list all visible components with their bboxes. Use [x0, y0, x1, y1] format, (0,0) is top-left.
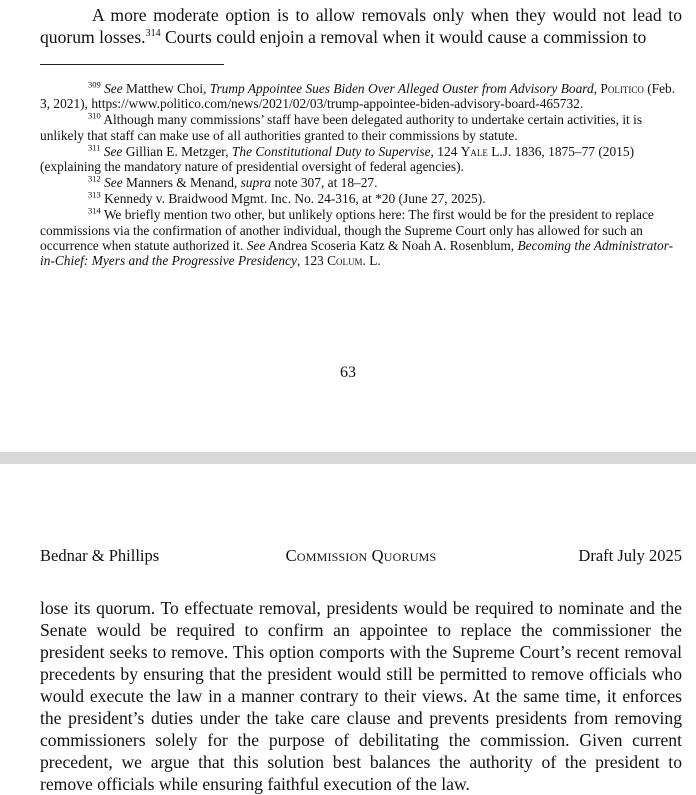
footnote-text: Kennedy v. Braidwood Mgmt. Inc. No. 24-316, at *20 (June 27, 2025). — [104, 191, 486, 207]
footnote-separator — [40, 64, 224, 65]
footnote-number: 314 — [88, 205, 101, 216]
footnote-text: , — [593, 81, 601, 96]
footnote-reference[interactable]: 314 — [145, 28, 161, 40]
running-header — [40, 546, 682, 568]
footnote-text: (Feb. 3, 2021), https://www.politico.com/news/2021/02/03/trump-appointee-biden-advisory-board-465732. — [40, 81, 676, 112]
header-authors: Bednar & Phillips — [40, 546, 160, 565]
page-64 — [0, 464, 696, 794]
footnote-text: Gillian E. Metzger, — [122, 143, 232, 159]
footnote — [40, 144, 682, 175]
footnote-number: 311 — [88, 142, 101, 153]
footnote-text: Colum. L. — [327, 253, 381, 269]
footnote — [40, 81, 682, 112]
footnote-number: 309 — [88, 79, 101, 90]
footnotes — [40, 81, 682, 269]
footnote-text: note 307, at 18–27. — [271, 175, 378, 191]
footnote-text: Yale L.J. — [460, 143, 512, 159]
footnote-text: Matthew Choi, — [122, 81, 210, 96]
footnote-text: Andrea Scoseria Katz & Noah A. Rosenblum, — [265, 238, 518, 254]
footnote-text: supra — [240, 175, 272, 191]
footnote-text: See — [104, 175, 123, 191]
footnote-text: , 124 — [430, 143, 461, 159]
footnote-text: See — [246, 238, 266, 254]
footnote — [40, 175, 682, 190]
footnote — [40, 112, 682, 143]
body-paragraph-continued: lose its quorum. To effectuate removal, presidents would be required to nominate and the Senate would be required to confirm an appointee to replace the commissioner the president seeks to remove. This option comports with the Supreme Court’s recent removal precedents by ensuring that the president would still be permitted to remove officials who would execute the law in a manner contrary to their views. At the same time, it enforces the president’s duties under the take care clause and prevents presidents from removing commissioners solely for the purpose of debilitating the commission. Given current precedent, we argue that this solution best balances the authority of the president to remove officials while ensuring faithful execution of the law. — [40, 598, 682, 794]
page-number: 63 — [340, 364, 356, 381]
paragraph-text: A more moderate option is to allow removals only when they would not lead to quorum losses. — [40, 5, 682, 47]
footnote — [40, 207, 682, 269]
footnote-text: Becoming the Administrator-in-Chief: Myers and the Progressive Presidency — [40, 238, 674, 269]
footnote — [40, 191, 682, 206]
paragraph-continuation: Courts could enjoin a removal when it would cause a commission to — [160, 27, 647, 47]
footnote-text: See — [103, 143, 123, 159]
footnote-text: See — [104, 81, 123, 96]
footnote-text: Manners & Menand, — [122, 175, 241, 191]
footnote-number: 310 — [88, 110, 101, 121]
footnote-text: Politico — [600, 81, 644, 96]
header-title: Commission Quorums — [285, 546, 437, 565]
page-break-separator — [0, 452, 696, 464]
footnote-text: The Constitutional Duty to Supervise — [231, 143, 431, 159]
footnote-text: , 123 — [296, 253, 328, 269]
body-paragraph — [40, 4, 682, 48]
header-draft-date: Draft July 2025 — [578, 546, 682, 565]
footnote-number: 313 — [88, 189, 101, 200]
footnote-text: We briefly mention two other, but unlikely options here: The first would be for the president to replace commissions via the confirmation of another individual, though the Supreme Court only has allowed for such an occurrence when statute authorized it. — [40, 207, 654, 254]
footnote-text: Although many commissions’ staff have been delegated authority to undertake certain activities, it is unlikely that staff can make use of all authorities granted to their commissions by statute. — [40, 112, 643, 143]
footnote-number: 312 — [88, 173, 101, 184]
footnote-text: 1836, 1875–77 (2015) (explaining the mandatory nature of presidential oversight of federal agencies). — [40, 143, 635, 175]
footnote-text: Trump Appointee Sues Biden Over Alleged Ouster from Advisory Board — [209, 81, 594, 96]
